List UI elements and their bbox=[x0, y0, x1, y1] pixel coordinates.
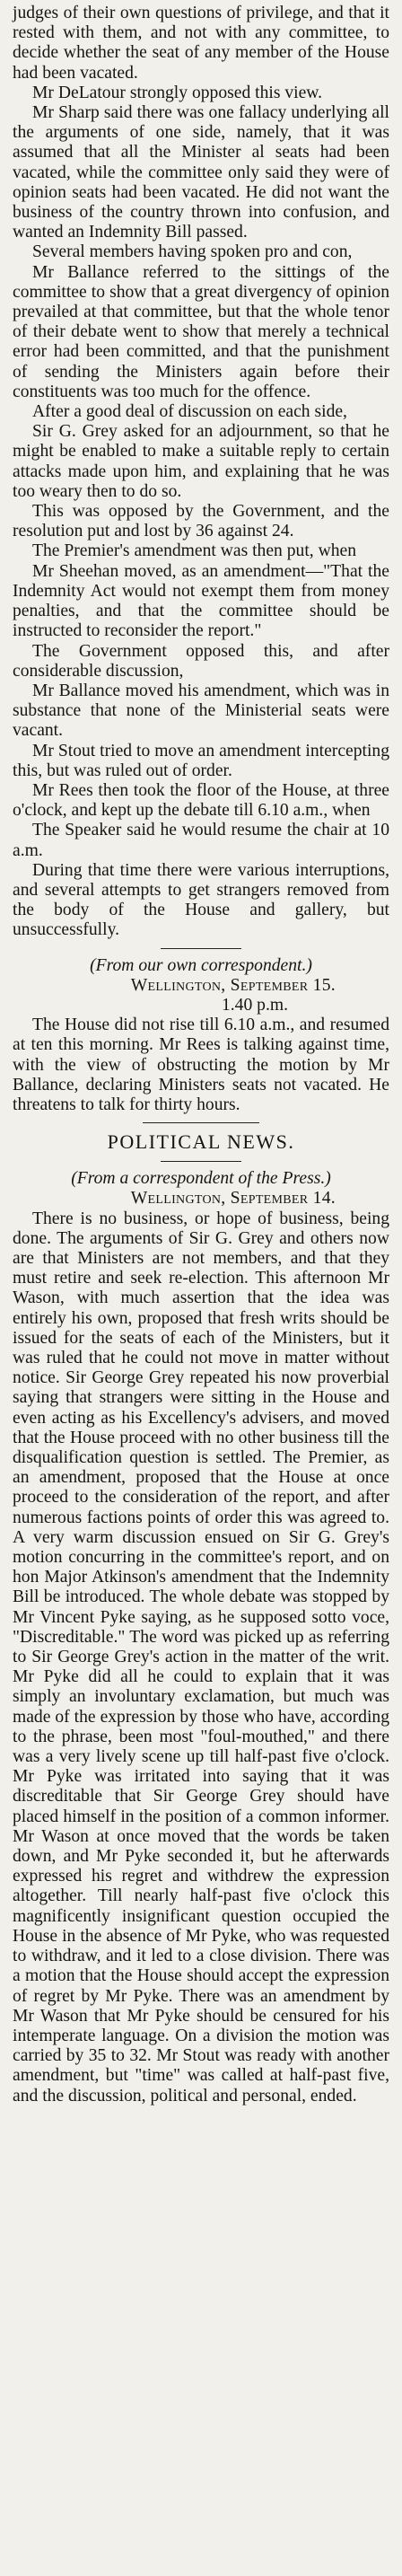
paragraph: Several members having spoken pro and con, bbox=[32, 242, 353, 262]
correspondent-line: (From a correspondent of the Press.) bbox=[71, 1169, 331, 1189]
paragraph: Mr DeLatour strongly opposed this view. bbox=[32, 83, 323, 102]
paragraph: This was opposed by the Government, and the resolution put and lost by 36 against 24. bbox=[13, 502, 389, 541]
dateline: Wellington, September 15. bbox=[130, 975, 336, 995]
paragraph: The Speaker said he would resume the chair at 10 a.m. bbox=[13, 821, 389, 860]
dateline: Wellington, September 14. bbox=[130, 1189, 336, 1209]
paragraph: Mr Ballance moved his amendment, which was in substance that none of the Ministerial seats were vacant. bbox=[13, 681, 389, 741]
paragraph: Mr Sheehan moved, as an amendment—"That the Indemnity Act would not exempt them from money penalties, and that the committee should be instructed to reconsider the report." bbox=[13, 561, 389, 641]
paragraph: Mr Rees then took the floor of the House, at three o'clock, and kept up the debate till 6.10 a.m., when bbox=[13, 780, 389, 821]
time-stamp: 1.40 p.m. bbox=[221, 995, 289, 1015]
paragraph: After a good deal of discussion on each side, bbox=[32, 402, 347, 422]
paragraph: Mr Ballance referred to the sittings of the committee to show that a great divergency of opinion prevailed at that committee, but that the whole tenor of their debate went to show that merely a technical error had been committed, and that the punishment of sending the Ministers again before their constituents was too much for the offence. bbox=[13, 262, 389, 401]
correspondent-line: (From our own correspondent.) bbox=[90, 955, 312, 975]
section-divider bbox=[161, 1161, 241, 1162]
paragraph: Sir G. Grey asked for an adjournment, so that he might be enabled to make a suitable reply to certain attacks made upon him, and explaining that he was too weary then to do so. bbox=[13, 422, 389, 501]
paragraph: The House did not rise till 6.10 a.m., and resumed at ten this morning. Mr Rees is talking against time, with the view of obstructing the motion by Mr Ballance, declaring Ministers seats not vacated. He threatens to talk for thirty hours. bbox=[13, 1015, 389, 1114]
paragraph: During that time there were various interruptions, and several attempts to get strangers removed from the body of the House and gallery, but unsuccessfully. bbox=[13, 860, 389, 940]
paragraph: The Government opposed this, and after considerable discussion, bbox=[13, 641, 389, 681]
paragraph: judges of their own questions of privilege, and that it rested with them, and not with any committee, to decide whether the seat of any member of the House had been vacated. bbox=[13, 4, 389, 83]
paragraph: The Premier's amendment was then put, when bbox=[32, 541, 357, 561]
paragraph: Mr Sharp said there was one fallacy underlying all the arguments of one side, namely, that it was assumed that all the Minister al seats had been vacated, while the committee only said they were of opinion seats had been vacated. He did not want the business of the country thrown into confusion, and wanted an Indemnity Bill passed. bbox=[13, 103, 389, 242]
section-divider bbox=[161, 948, 241, 949]
paragraph: There is no business, or hope of business, being done. The arguments of Sir G. Grey and others now are that Ministers are not members, and that they must retire and seek re-election. This afternoon Mr Wason, with much assertion that the idea was entirely his own, proposed that fresh writs should be issued for the seats of each of the Ministers, but it was ruled that he could not move in matter without notice. Sir George Grey repeated his now proverbial saying that strangers were sitting in the House and even acting as his Excellency's advisers, and moved that the House proceed with no other business till the disqualification question is settled. The Premier, as an amendment, proposed that the House at once proceed to the consideration of the report, and after numerous factions points of order this was agreed to. A very warm discussion ensued on Sir G. Grey's motion concurring in the committee's report, and on hon Major Atkinson's amendment that the Indemnity Bill be introduced. The whole debate was stopped by Mr Vincent Pyke saying, as he supposed sotto voce, "Discreditable." The word was picked up as referring to Sir George Grey's action in the matter of the writ. Mr Pyke did all he could to explain that it was simply an involuntary exclamation, but much was made of the expression by those who have, according to the phrase, been most "foul-mouthed," and there was a very lively scene up till half-past five o'clock. Mr Pyke was irritated into saying that it was discreditable that Sir George Grey should have placed himself in the position of a common informer. Mr Wason at once moved that the words be taken down, and Mr Pyke seconded it, but he afterwards expressed his regret and withdrew the expression altogether. Till nearly half-past five o'clock this magnificently insignificant question occupied the House in the absence of Mr Pyke, who was requested to withdraw, and it led to a close division. There was a motion that the House should accept the expression of regret by Mr Pyke. There was an amendment by Mr Wason that Mr Pyke should be censured for his intemperate language. On a division the motion was carried by 35 to 32. Mr Stout was ready with another amendment, but "time" was called at half-past five, and the discussion, political and personal, ended. bbox=[13, 1209, 389, 2106]
section-divider bbox=[143, 1122, 259, 1123]
paragraph: Mr Stout tried to move an amendment intercepting this, but was ruled out of order. bbox=[13, 741, 389, 780]
section-heading: POLITICAL NEWS. bbox=[107, 1130, 295, 1154]
